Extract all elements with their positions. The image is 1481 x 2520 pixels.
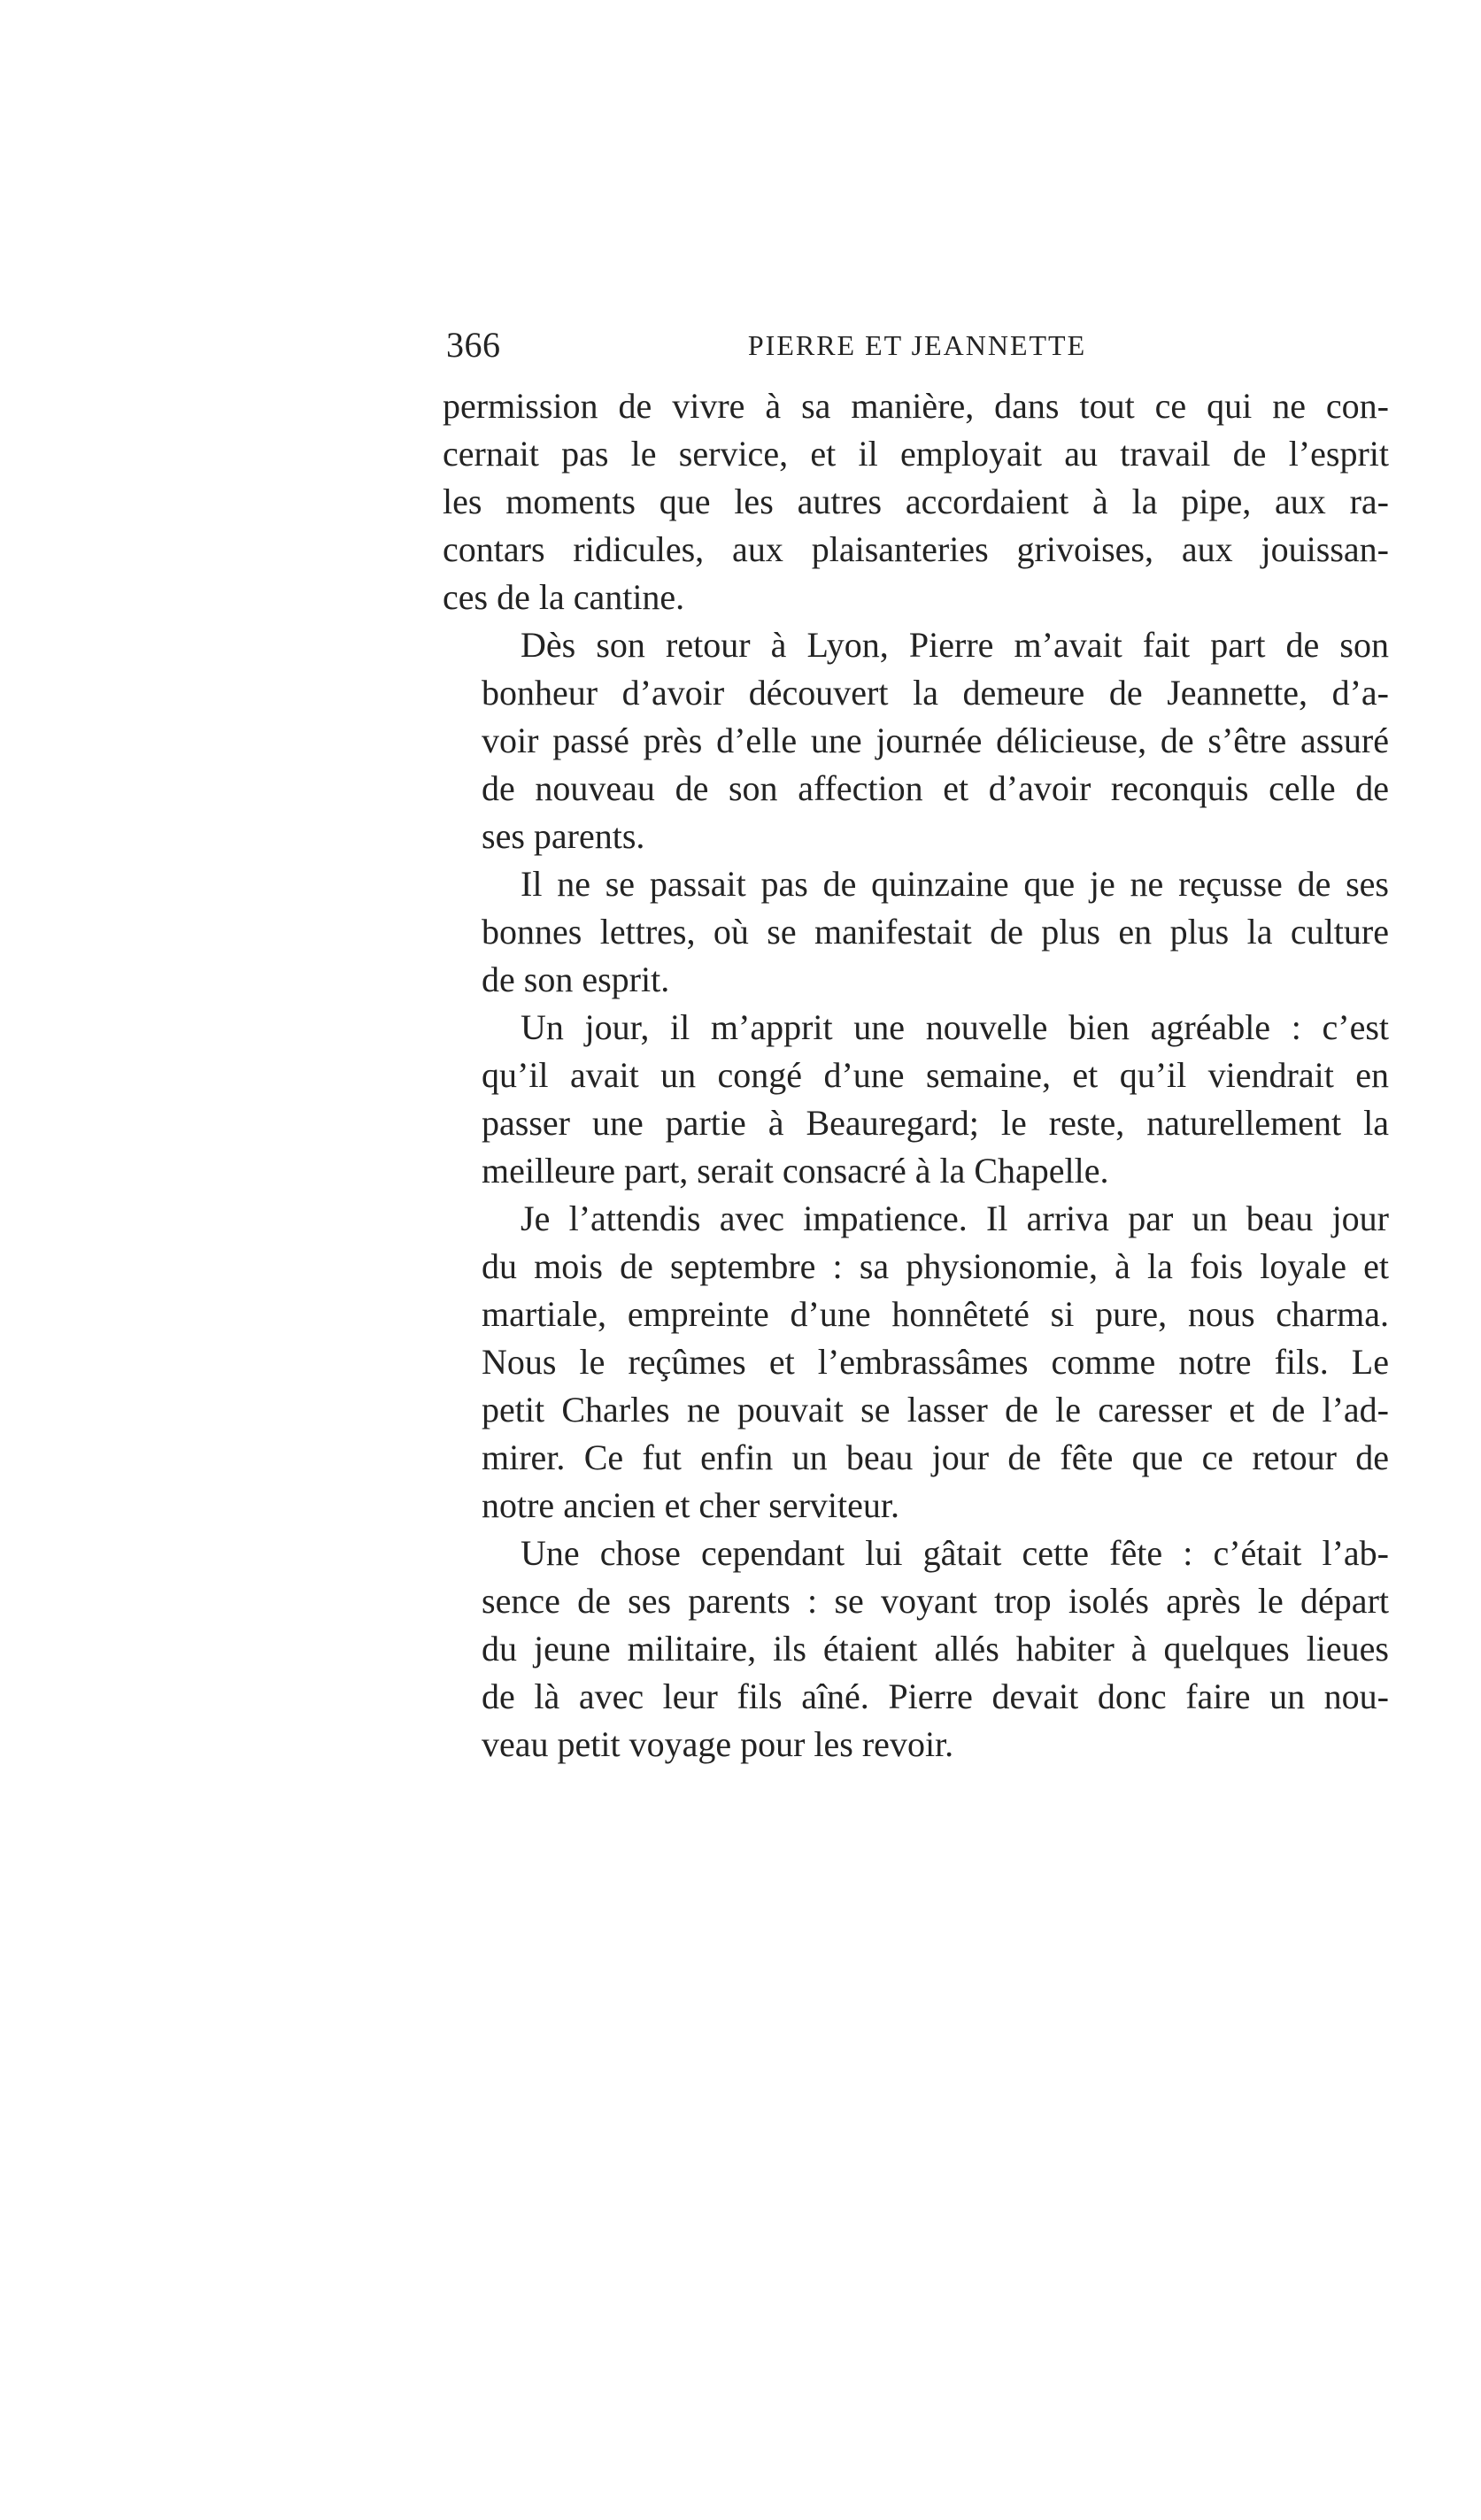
paragraph [443, 382, 1389, 621]
text-line: du jeune militaire, ils étaient allés habiter à quelques lieues [482, 1629, 1389, 1668]
text-line: Dès son retour à Lyon, Pierre m’avait fait part de son [521, 625, 1389, 665]
text-line: Nous le reçûmes et l’embrassâmes comme notre fils. Le [482, 1342, 1389, 1382]
text-line: martiale, empreinte d’une honnêteté si pure, nous charma. [482, 1294, 1389, 1334]
paragraph [443, 860, 1389, 1004]
text-line: notre ancien et cher serviteur. [482, 1485, 899, 1525]
text-line: Je l’attendis avec impatience. Il arriva par un beau jour [521, 1198, 1389, 1238]
text-line: cernait pas le service, et il employait au travail de l’esprit [443, 434, 1389, 474]
text-line: meilleure part, serait consacré à la Chapelle. [482, 1151, 1109, 1191]
text-line: Une chose cependant lui gâtait cette fête : c’était l’ab- [521, 1533, 1389, 1573]
text-line: de son esprit. [482, 959, 670, 999]
text-line: de nouveau de son affection et d’avoir reconquis celle de [482, 768, 1389, 808]
text-line: sence de ses parents : se voyant trop isolés après le départ [482, 1581, 1389, 1621]
page-header [446, 319, 1388, 372]
text-line: mirer. Ce fut enfin un beau jour de fête que ce retour de [482, 1437, 1389, 1477]
text-line: les moments que les autres accordaient à la pipe, aux ra- [443, 482, 1389, 521]
page-number: 366 [446, 325, 501, 365]
text-line: voir passé près d’elle une journée délicieuse, de s’être assuré [482, 721, 1389, 760]
paragraph [443, 1530, 1389, 1769]
text-line: contars ridicules, aux plaisanteries grivoises, aux jouissan- [443, 529, 1389, 569]
text-line: permission de vivre à sa manière, dans tout ce qui ne con- [443, 386, 1389, 426]
text-line: qu’il avait un congé d’une semaine, et qu’il viendrait en [482, 1055, 1389, 1095]
body-text [443, 382, 1389, 1769]
text-line: ces de la cantine. [443, 577, 685, 617]
running-title: PIERRE ET JEANNETTE [747, 329, 1087, 361]
text-line: veau petit voyage pour les revoir. [482, 1724, 954, 1764]
text-line: petit Charles ne pouvait se lasser de le caresser et de l’ad- [482, 1390, 1389, 1430]
paragraph [443, 1004, 1389, 1195]
text-line: du mois de septembre : sa physionomie, à la fois loyale et [482, 1246, 1389, 1286]
text-line: passer une partie à Beauregard; le reste, naturellement la [482, 1103, 1389, 1143]
text-line: Il ne se passait pas de quinzaine que je ne reçusse de ses [521, 864, 1389, 904]
paragraph [443, 1195, 1389, 1530]
text-line: bonnes lettres, où se manifestait de plus en plus la culture [482, 912, 1389, 952]
text-line: ses parents. [482, 816, 645, 856]
paragraph [443, 621, 1389, 860]
text-line: Un jour, il m’apprit une nouvelle bien agréable : c’est [521, 1007, 1389, 1047]
text-line: bonheur d’avoir découvert la demeure de Jeannette, d’a- [482, 673, 1389, 713]
text-line: de là avec leur fils aîné. Pierre devait donc faire un nou- [482, 1676, 1389, 1716]
